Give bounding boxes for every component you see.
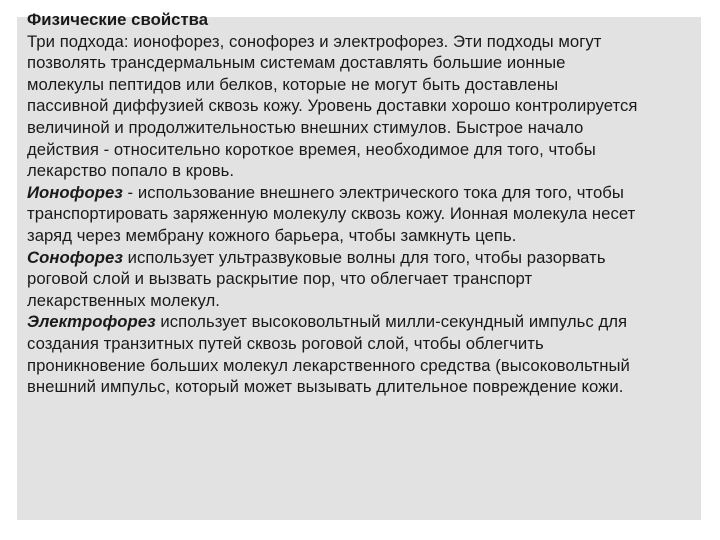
text-segment: позволять трансдермальным системам доставлять большие ионные	[27, 53, 566, 73]
text-segment: молекулы пептидов или белков, которые не могут быть доставлены	[27, 74, 559, 94]
text-line	[27, 290, 707, 312]
text-line	[27, 268, 707, 290]
text-line	[27, 117, 707, 139]
text-line	[27, 311, 707, 333]
text-segment: действия - относительно короткое времея, необходимое для того, чтобы	[27, 139, 596, 159]
text-segment: использует ультразвуковые волны для того, чтобы разорвать	[122, 247, 606, 267]
text-line	[27, 203, 707, 225]
text-segment: Три подхода: ионофорез, сонофорез и электрофорез. Эти подходы могут	[27, 31, 602, 51]
text-line	[27, 225, 707, 247]
text-segment: внешний импульс, который может вызывать длительное повреждение кожи.	[27, 377, 624, 397]
term-label: Электрофорез	[27, 312, 156, 332]
text-line	[27, 52, 707, 74]
text-line	[27, 160, 707, 182]
text-segment: использует высоковольтный милли-секундный импульс для	[155, 312, 628, 332]
text-line	[27, 95, 707, 117]
text-line	[27, 74, 707, 96]
text-line	[27, 31, 707, 53]
text-segment: проникновение больших молекул лекарственного средства (высоковольтный	[27, 355, 630, 375]
text-line	[27, 182, 707, 204]
slide-heading: Физические свойства	[27, 10, 209, 29]
text-line	[27, 376, 707, 398]
text-line	[27, 333, 707, 355]
term-label: Ионофорез	[27, 182, 123, 202]
text-segment: транспортировать заряженную молекулу сквозь кожу. Ионная молекула несет	[27, 204, 636, 224]
text-line	[27, 247, 707, 269]
text-block	[27, 9, 707, 398]
text-segment: создания транзитных путей сквозь роговой слой, чтобы облегчить	[27, 333, 544, 353]
text-segment: - использование внешнего электрического тока для того, чтобы	[122, 182, 624, 202]
text-segment: величиной и продолжительностью внешних стимулов. Быстрое начало	[27, 117, 584, 137]
text-segment: пассивной диффузией сквозь кожу. Уровень доставки хорошо контролируется	[27, 96, 638, 116]
text-segment: роговой слой и вызвать раскрытие пор, что облегчает транспорт	[27, 269, 533, 289]
text-segment: заряд через мембрану кожного барьера, чтобы замкнуть цепь.	[27, 225, 517, 245]
text-line	[27, 139, 707, 161]
text-segment: лекарственных молекул.	[27, 290, 220, 310]
term-label: Сонофорез	[27, 247, 123, 267]
text-line	[27, 355, 707, 377]
text-segment: лекарство попало в кровь.	[27, 161, 235, 181]
